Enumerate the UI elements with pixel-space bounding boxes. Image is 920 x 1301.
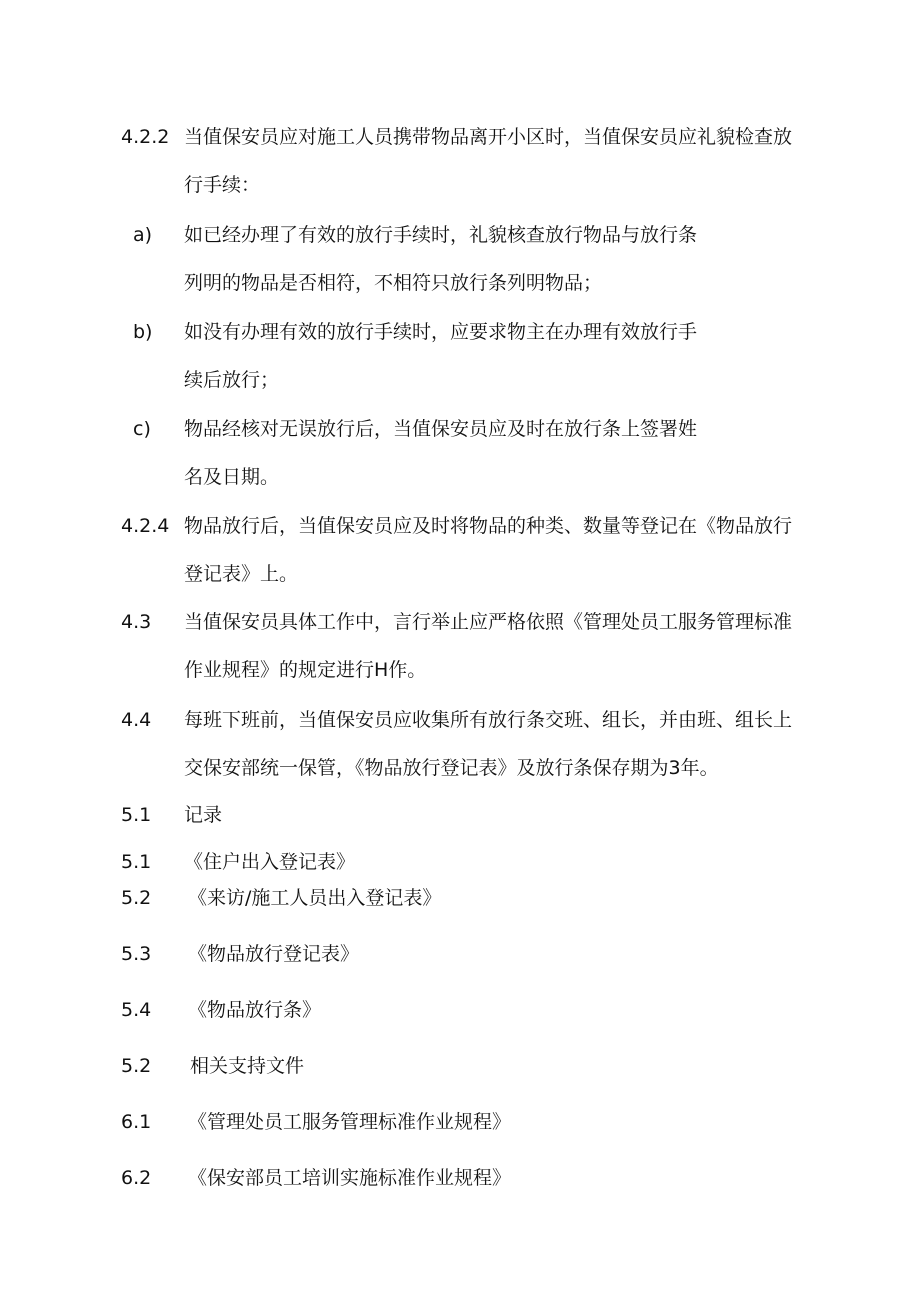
section-text-line: 如没有办理有效的放行手续时，应要求物主在办理有效放行手 — [184, 321, 698, 343]
section-text-line: 登记表》上。 — [184, 563, 299, 585]
item-number: 6.1 — [121, 1111, 152, 1133]
section-text-line: 物品放行后，当值保安员应及时将物品的种类、数量等登记在《物品放行 — [184, 515, 793, 537]
section-text-line: 如已经办理了有效的放行手续时，礼貌核查放行物品与放行条 — [184, 224, 698, 246]
item-number: 5.4 — [121, 999, 152, 1021]
section-number: 4.2.4 — [121, 515, 170, 537]
section-number: 4.3 — [121, 611, 152, 633]
section-number: 4.4 — [121, 709, 152, 731]
list-marker: a) — [133, 224, 153, 246]
item-text: 相关支持文件 — [190, 1055, 305, 1077]
list-marker: c) — [133, 418, 151, 440]
section-text-line: 交保安部统一保管，《物品放行登记表》及放行条保存期为3年。 — [184, 757, 719, 779]
section-text-line: 当值保安员具体工作中，言行举止应严格依照《管理处员工服务管理标准 — [184, 611, 793, 633]
section-text-line: 列明的物品是否相符，不相符只放行条列明物品； — [184, 272, 603, 294]
item-text: 记录 — [184, 804, 223, 826]
item-text: 《物品放行条》 — [188, 999, 322, 1021]
item-number: 6.2 — [121, 1167, 152, 1189]
item-text: 《来访/施工人员出入登记表》 — [188, 887, 442, 909]
item-number: 5.2 — [121, 887, 152, 909]
section-text-line: 物品经核对无误放行后，当值保安员应及时在放行条上签署姓 — [184, 418, 698, 440]
item-number: 5.1 — [121, 851, 152, 873]
item-number: 5.3 — [121, 943, 152, 965]
section-text-line: 当值保安员应对施工人员携带物品离开小区时，当值保安员应礼貌检查放 — [184, 126, 793, 148]
item-number: 5.2 — [121, 1055, 152, 1077]
section-text-line: 名及日期。 — [184, 466, 280, 488]
section-text-line: 作业规程》的规定进行H作。 — [184, 659, 427, 681]
item-text: 《保安部员工培训实施标准作业规程》 — [188, 1167, 512, 1189]
list-marker: b) — [133, 321, 153, 343]
section-text-line: 行手续： — [184, 174, 261, 196]
section-text-line: 每班下班前，当值保安员应收集所有放行条交班、组长，并由班、组长上 — [184, 709, 793, 731]
section-text-line: 续后放行； — [184, 369, 280, 391]
item-text: 《住户出入登记表》 — [184, 851, 356, 873]
item-number: 5.1 — [121, 804, 152, 826]
item-text: 《管理处员工服务管理标准作业规程》 — [188, 1111, 512, 1133]
item-text: 《物品放行登记表》 — [188, 943, 360, 965]
section-number: 4.2.2 — [121, 126, 170, 148]
